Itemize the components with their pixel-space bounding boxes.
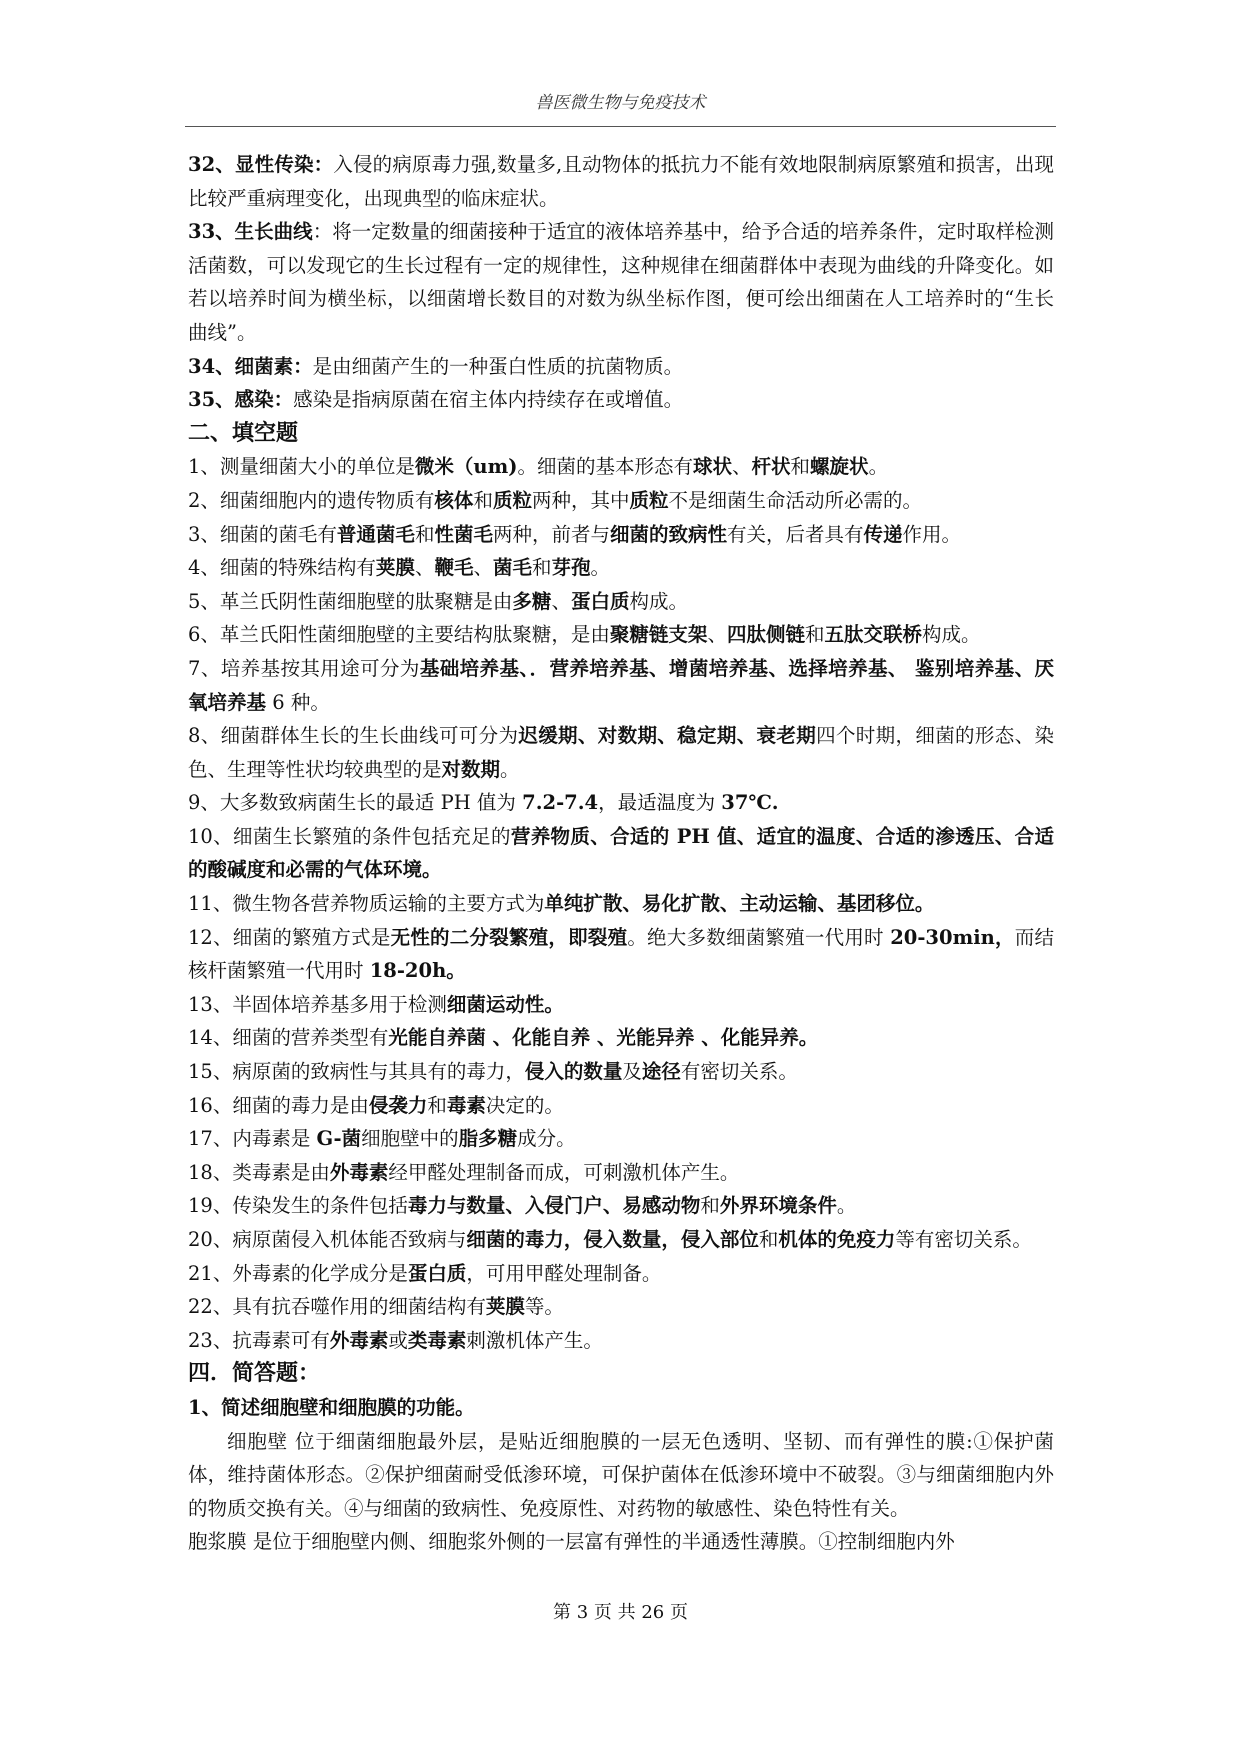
fill-item-12: 12、细菌的繁殖方式是无性的二分裂繁殖，即裂殖。绝大多数细菌繁殖一代用时 20-30min，而结核杆菌繁殖一代用时 18-20h。 [188,925,1054,983]
fill-item-2: 2、细菌细胞内的遗传物质有核体和质粒两种，其中质粒不是细菌生命活动所必需的。 [188,488,923,512]
fill-item-18: 18、类毒素是由外毒素经甲醛处理制备而成，可刺激机体产生。 [188,1160,740,1184]
definition-33 [188,215,1054,349]
fill-item-17: 17、内毒素是 G-菌细胞壁中的脂多糖成分。 [188,1127,576,1151]
fill-item-23: 23、抗毒素可有外毒素或类毒素刺激机体产生。 [188,1328,603,1352]
fill-item-21: 21、外毒素的化学成分是蛋白质，可用甲醛处理制备。 [188,1261,662,1285]
fill-item-1: 1、测量细菌大小的单位是微米（um)。细菌的基本形态有球状、杆状和螺旋状。 [188,455,889,479]
fill-item-13: 13、半固体培养基多用于检测细菌运动性。 [188,992,564,1016]
section-heading-short-answer: 四．简答题： [188,1360,321,1387]
answer-paragraph-cell-wall: 细胞壁 位于细菌细胞最外层，是贴近细胞膜的一层无色透明、坚韧、而有弹性的膜:①保护菌体，维持菌体形态。②保护细菌耐受低渗环境，可保护菌体在低渗环境中不破裂。③与细菌细胞内外的物质交换有关。④与细菌的致病性、免疫原性、对药物的敏感性、染色特性有关。 [188,1429,1054,1520]
fill-item-4: 4、细菌的特殊结构有荚膜、鞭毛、菌毛和芽孢。 [188,556,611,580]
fill-item-7: 7、培养基按其用途可分为基础培养基、．营养培养基、增菌培养基、选择培养基、 鉴别培养基、厌氧培养基 6 种。 [188,656,1054,714]
page-footer: 第 3 页 共 26 页 [553,1602,688,1623]
definition-34 [188,350,1054,384]
fill-item-22: 22、具有抗吞噬作用的细菌结构有荚膜等。 [188,1295,564,1319]
definition-term: 35、感染： [188,388,294,412]
document-body [188,148,1054,1559]
question-1: 1、简述细胞壁和细胞膜的功能。 [188,1395,475,1419]
section-heading-fill-blank: 二、填空题 [188,419,299,446]
header-rule [185,126,1056,127]
definition-term: 32、显性传染： [188,153,334,176]
definition-text: ：将一定数量的细菌接种于适宜的液体培养基中，给予合适的培养条件，定时取样检测活菌数，可以发现它的生长过程有一定的规律性，这种规律在细菌群体中表现为曲线的升降变化。如若以培养时间为横坐标，以细菌增长数目的对数为纵坐标作图，便可绘出细菌在人工培养时的“生长曲线”。 [188,220,1054,344]
definition-text: 入侵的病原毒力强,数量多,且动物体的抵抗力不能有效地限制病原繁殖和损害，出现比较严重病理变化，出现典型的临床症状。 [188,153,1054,210]
fill-item-11: 11、微生物各营养物质运输的主要方式为单纯扩散、易化扩散、主动运输、基团移位。 [188,892,935,916]
fill-item-8: 8、细菌群体生长的生长曲线可可分为迟缓期、对数期、稳定期、衰老期四个时期，细菌的形态、染色、生理等性状均较典型的是对数期。 [188,724,1054,781]
definition-term: 34、细菌素： [188,354,313,378]
fill-item-9: 9、大多数致病菌生长的最适 PH 值为 7.2-7.4，最适温度为 37℃. [188,791,779,815]
fill-item-5: 5、革兰氏阴性菌细胞壁的肽聚糖是由多糖、蛋白质构成。 [188,589,688,613]
fill-item-20: 20、病原菌侵入机体能否致病与细菌的毒力，侵入数量，侵入部位和机体的免疫力等有密切关系。 [188,1228,1032,1251]
running-header: 兽医微生物与免疫技术 [535,93,706,113]
fill-item-15: 15、病原菌的致病性与其具有的毒力，侵入的数量及途径有密切关系。 [188,1060,798,1084]
fill-item-6: 6、革兰氏阳性菌细胞壁的主要结构肽聚糖，是由聚糖链支架、四肽侧链和五肽交联桥构成。 [188,623,981,647]
definition-text: 感染是指病原菌在宿主体内持续存在或增值。 [293,388,684,412]
fill-item-16: 16、细菌的毒力是由侵袭力和毒素决定的。 [188,1093,564,1117]
fill-item-19: 19、传染发生的条件包括毒力与数量、入侵门户、易感动物和外界环境条件。 [188,1194,857,1218]
definition-35 [188,383,1054,417]
answer-paragraph-cell-membrane: 胞浆膜 是位于细胞壁内侧、细胞浆外侧的一层富有弹性的半通透性薄膜。①控制细胞内外 [188,1530,955,1554]
definition-32 [188,148,1054,215]
definition-text: 是由细菌产生的一种蛋白性质的抗菌物质。 [312,354,684,378]
definition-term: 33、生长曲线 [188,220,313,244]
fill-item-14: 14、细菌的营养类型有光能自养菌 、化能自养 、光能异养 、化能异养。 [188,1026,819,1050]
fill-item-3: 3、细菌的菌毛有普通菌毛和性菌毛两种，前者与细菌的致病性有关，后者具有传递作用。 [188,522,962,546]
fill-item-10: 10、细菌生长繁殖的条件包括充足的营养物质、合适的 PH 值、适宜的温度、合适的渗透压、合适的酸碱度和必需的气体环境。 [188,824,1054,882]
